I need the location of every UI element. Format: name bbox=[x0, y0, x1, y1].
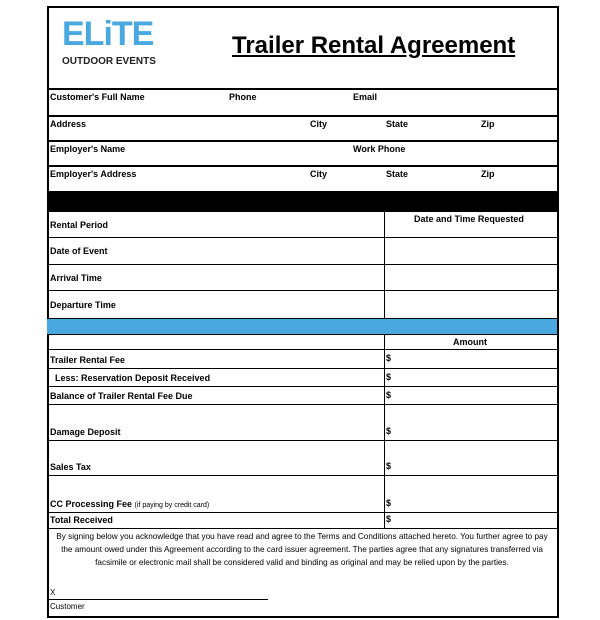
departure-time-label[interactable]: Departure Time bbox=[50, 300, 116, 310]
signature-line[interactable] bbox=[48, 599, 268, 600]
divider bbox=[47, 237, 557, 238]
zip-label[interactable]: Zip bbox=[481, 119, 495, 129]
currency-sign[interactable]: $ bbox=[386, 498, 392, 508]
divider bbox=[47, 290, 557, 291]
divider bbox=[47, 386, 557, 387]
employer-city-label[interactable]: City bbox=[310, 169, 328, 179]
damage-deposit-label: Damage Deposit bbox=[50, 427, 121, 437]
currency-sign[interactable]: $ bbox=[386, 353, 392, 363]
divider bbox=[47, 349, 557, 350]
divider bbox=[47, 475, 557, 476]
black-separator-band bbox=[47, 191, 557, 212]
cc-fee-text: CC Processing Fee bbox=[50, 499, 133, 509]
currency-sign[interactable]: $ bbox=[386, 514, 392, 524]
sales-tax-label: Sales Tax bbox=[50, 462, 91, 472]
page-title: Trailer Rental Agreement bbox=[232, 32, 516, 59]
date-of-event-label[interactable]: Date of Event bbox=[50, 246, 108, 256]
currency-sign[interactable]: $ bbox=[386, 372, 392, 382]
divider bbox=[47, 512, 557, 513]
address-label[interactable]: Address bbox=[50, 119, 87, 129]
trailer-rental-fee-label: Trailer Rental Fee bbox=[50, 355, 126, 365]
customer-name-label[interactable]: Customer's Full Name bbox=[50, 92, 145, 102]
company-logo bbox=[60, 16, 180, 82]
divider bbox=[47, 404, 557, 405]
logo-subtext: OUTDOOR EVENTS bbox=[62, 56, 156, 67]
signature-label: Customer bbox=[50, 602, 85, 611]
rental-period-label[interactable]: Rental Period bbox=[50, 220, 109, 230]
phone-label[interactable]: Phone bbox=[229, 92, 257, 102]
balance-due-label: Balance of Trailer Rental Fee Due bbox=[50, 391, 193, 401]
amount-header: Amount bbox=[453, 337, 487, 347]
reservation-deposit-label: Less: Reservation Deposit Received bbox=[55, 373, 211, 383]
employer-address-label[interactable]: Employer's Address bbox=[50, 169, 137, 179]
divider bbox=[47, 528, 557, 529]
work-phone-label[interactable]: Work Phone bbox=[353, 144, 406, 154]
blue-separator-band bbox=[47, 318, 557, 335]
date-time-header: Date and Time Requested bbox=[414, 214, 524, 224]
terms-text: By signing below you acknowledge that you have read and agree to the Terms and Conditions attached hereto. You further agree to pay the amount owed under this Agreement according to the card issuer agreement. The parties agree that any signatures transferred via facsimile or electronic mail shall be considered valid and binding as original and may be relied upon by the parties. bbox=[56, 532, 548, 567]
divider bbox=[47, 88, 557, 90]
employer-zip-label[interactable]: Zip bbox=[481, 169, 495, 179]
arrival-time-label[interactable]: Arrival Time bbox=[50, 273, 102, 283]
currency-sign[interactable]: $ bbox=[386, 461, 392, 471]
divider bbox=[47, 140, 557, 142]
email-label[interactable]: Email bbox=[353, 92, 378, 102]
column-divider bbox=[384, 334, 385, 528]
employer-state-label[interactable]: State bbox=[386, 169, 409, 179]
divider bbox=[47, 264, 557, 265]
divider bbox=[47, 115, 557, 117]
divider bbox=[47, 165, 557, 167]
cc-fee-note: (if paying by credit card) bbox=[134, 502, 210, 509]
divider bbox=[47, 368, 557, 369]
employer-name-label[interactable]: Employer's Name bbox=[50, 144, 126, 154]
state-label[interactable]: State bbox=[386, 119, 409, 129]
column-divider bbox=[384, 212, 385, 318]
signature-mark: X bbox=[50, 588, 56, 597]
cc-fee-label bbox=[50, 499, 209, 511]
currency-sign[interactable]: $ bbox=[386, 426, 392, 436]
total-received-label: Total Received bbox=[50, 515, 113, 525]
divider bbox=[47, 440, 557, 441]
logo-text: ELiTE bbox=[62, 15, 154, 53]
currency-sign[interactable]: $ bbox=[386, 390, 392, 400]
city-label[interactable]: City bbox=[310, 119, 328, 129]
